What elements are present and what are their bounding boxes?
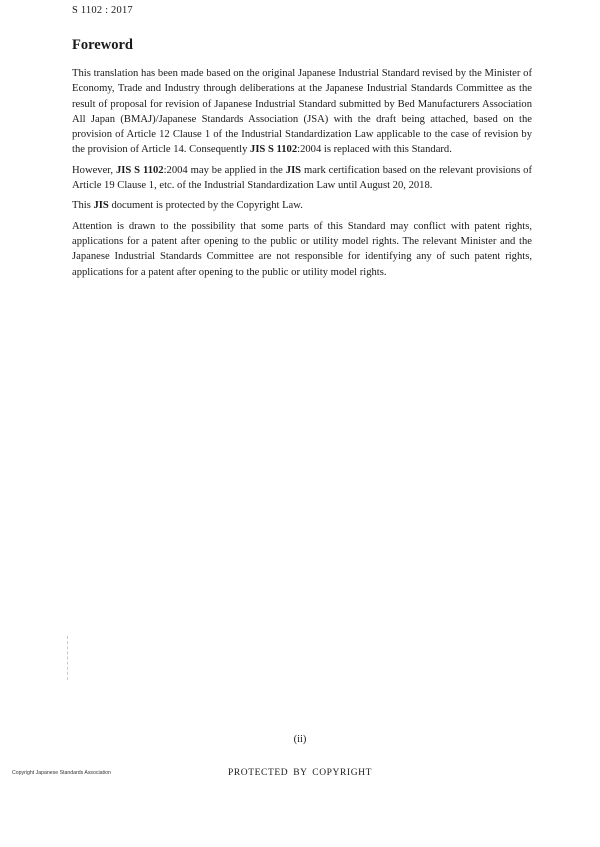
paragraph-text: :2004 is replaced with this Standard. [297, 144, 452, 156]
bold-reference: JIS S 1102 [250, 144, 298, 156]
bold-reference: JIS S 1102 [115, 164, 164, 176]
paragraph-text: This translation has been made based on the original Japanese Industrial Standard revised by the Minister of Economy, Trade and Industry through deliberations at the Japanese Industrial Standards Committee as the result of proposal for revision of Japanese Industrial Standard submitted by Bed Manufacturers Association All Japan (BMAJ)/Japanese Standards Association (JSA) with the draft being attached, based on the provision of Article 12 Clause 1 of the Industrial Standardization Law applicable to the case of revision by the provision of Article 14. Consequently [72, 68, 532, 156]
paragraph-text: However, [72, 164, 116, 176]
paragraph-text: document is protected by the Copyright Law. [108, 200, 303, 212]
paragraph-text: mark certification based on the relevant provisions of Article 19 Clause 1, etc. of the Industrial Standardization Law until August 20, 2018. [72, 164, 533, 192]
bold-reference: JIS [93, 200, 109, 212]
page-title: Foreword [72, 37, 133, 53]
foreword-body [72, 66, 532, 285]
paragraph-text: Attention is drawn to the possibility that some parts of this Standard may conflict with patent rights, applications for a patent after opening to the public or utility model rights. The relevant Minister and the Japanese Industrial Standards Committee are not responsible for identifying any of such patent rights, applications for a patent after opening to the public or utility model rights. [72, 220, 532, 278]
foreword-paragraph [72, 198, 532, 213]
page-number: (ii) [293, 734, 307, 745]
paragraph-text: :2004 may be applied in the [163, 164, 286, 176]
paragraph-text: This [72, 200, 94, 212]
document-code: S 1102 : 2017 [72, 5, 133, 16]
margin-mark [67, 636, 68, 680]
bold-reference: JIS [285, 164, 302, 176]
foreword-paragraph [72, 163, 532, 194]
foreword-paragraph [72, 66, 532, 158]
protected-notice: PROTECTED BY COPYRIGHT [227, 768, 373, 778]
foreword-paragraph [72, 219, 532, 280]
copyright-notice: Copyright Japanese Standards Association [12, 770, 111, 776]
